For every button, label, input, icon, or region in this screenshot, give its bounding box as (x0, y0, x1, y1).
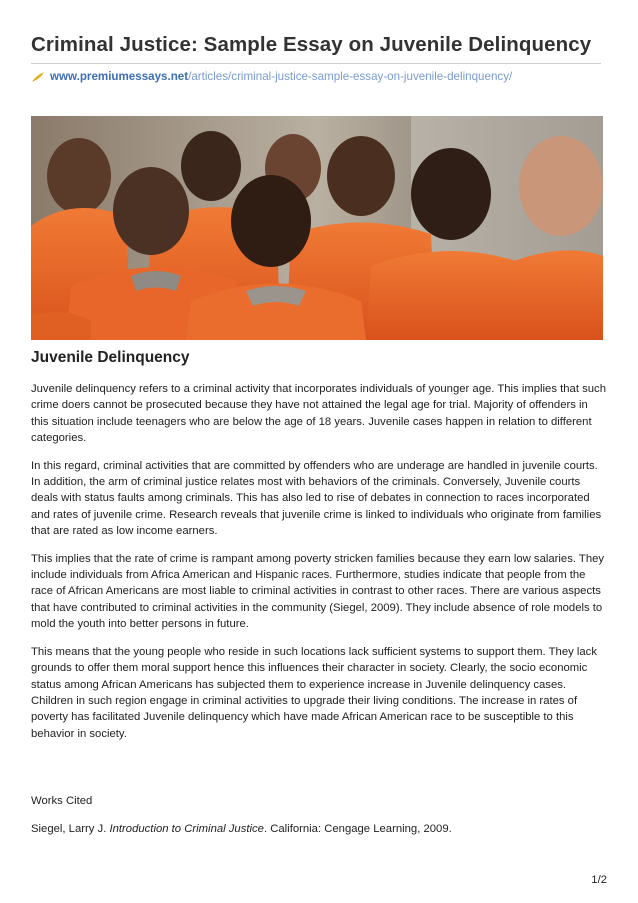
hero-photo-icon (31, 116, 603, 340)
title-divider (31, 63, 601, 64)
citation-publisher: . California: Cengage Learning, 2009. (263, 823, 452, 835)
paragraph: In this regard, criminal activities that are committed by offenders who are underage are handled in juvenile courts. In addition, the arm of criminal justice relates most with behaviors of the criminals. Conversely, Juvenile courts deals with status faults among criminals. This has also led to rise of debates in connection to races incorporated and rates of juvenile crime. Research reveals that juvenile crime is linked to individuals who originate from families that are rated as low income earners. (31, 459, 602, 538)
works-cited-heading: Works Cited (31, 795, 93, 807)
citation (31, 823, 452, 835)
section-heading: Juvenile Delinquency (31, 349, 190, 366)
source-domain[interactable]: www.premiumessays.net (50, 70, 189, 83)
feather-icon (31, 71, 45, 83)
paragraph: This implies that the rate of crime is rampant among poverty stricken families because they earn low salaries. They include individuals from Africa American and Hispanic races. Furthermore, studies indicate that people from the race of African Americans are most liable to criminal activities in contrast to other races. There are various aspects that have contributed to criminal activities in the community (Siegel, 2009). They include absence of role models to mold the youth into better persons in future. (31, 552, 605, 631)
page-number: 1/2 (591, 874, 607, 886)
page-title: Criminal Justice: Sample Essay on Juvenile Delinquency (31, 33, 592, 56)
citation-book-title: Introduction to Criminal Justice (109, 823, 264, 835)
source-path[interactable]: /articles/criminal-justice-sample-essay-on-juvenile-delinquency/ (188, 70, 513, 83)
paragraph: This means that the young people who reside in such locations lack sufficient systems to support them. They lack grounds to offer them moral support hence this influences their character in society. Clearly, the socio economic status among African Americans has subjected them to experience increase in Juvenile delinquency cases. Children in such region engage in criminal activities to upgrade their living conditions. The increase in rates of poverty has facilitated Juvenile delinquency which have made African American race to be susceptible to this behavior in society. (31, 645, 597, 740)
article-body (31, 381, 607, 753)
source-link[interactable] (31, 70, 512, 83)
citation-author: Siegel, Larry J. (31, 823, 110, 835)
paragraph: Juvenile delinquency refers to a criminal activity that incorporates individuals of younger age. This implies that such crime doers cannot be prosecuted because they have not attained the legal age for trial. Majority of offenders in this situation include teenagers who are below the age of 18 years. Juvenile cases happen in relation to different categories. (31, 383, 606, 445)
hero-photo (31, 116, 603, 340)
